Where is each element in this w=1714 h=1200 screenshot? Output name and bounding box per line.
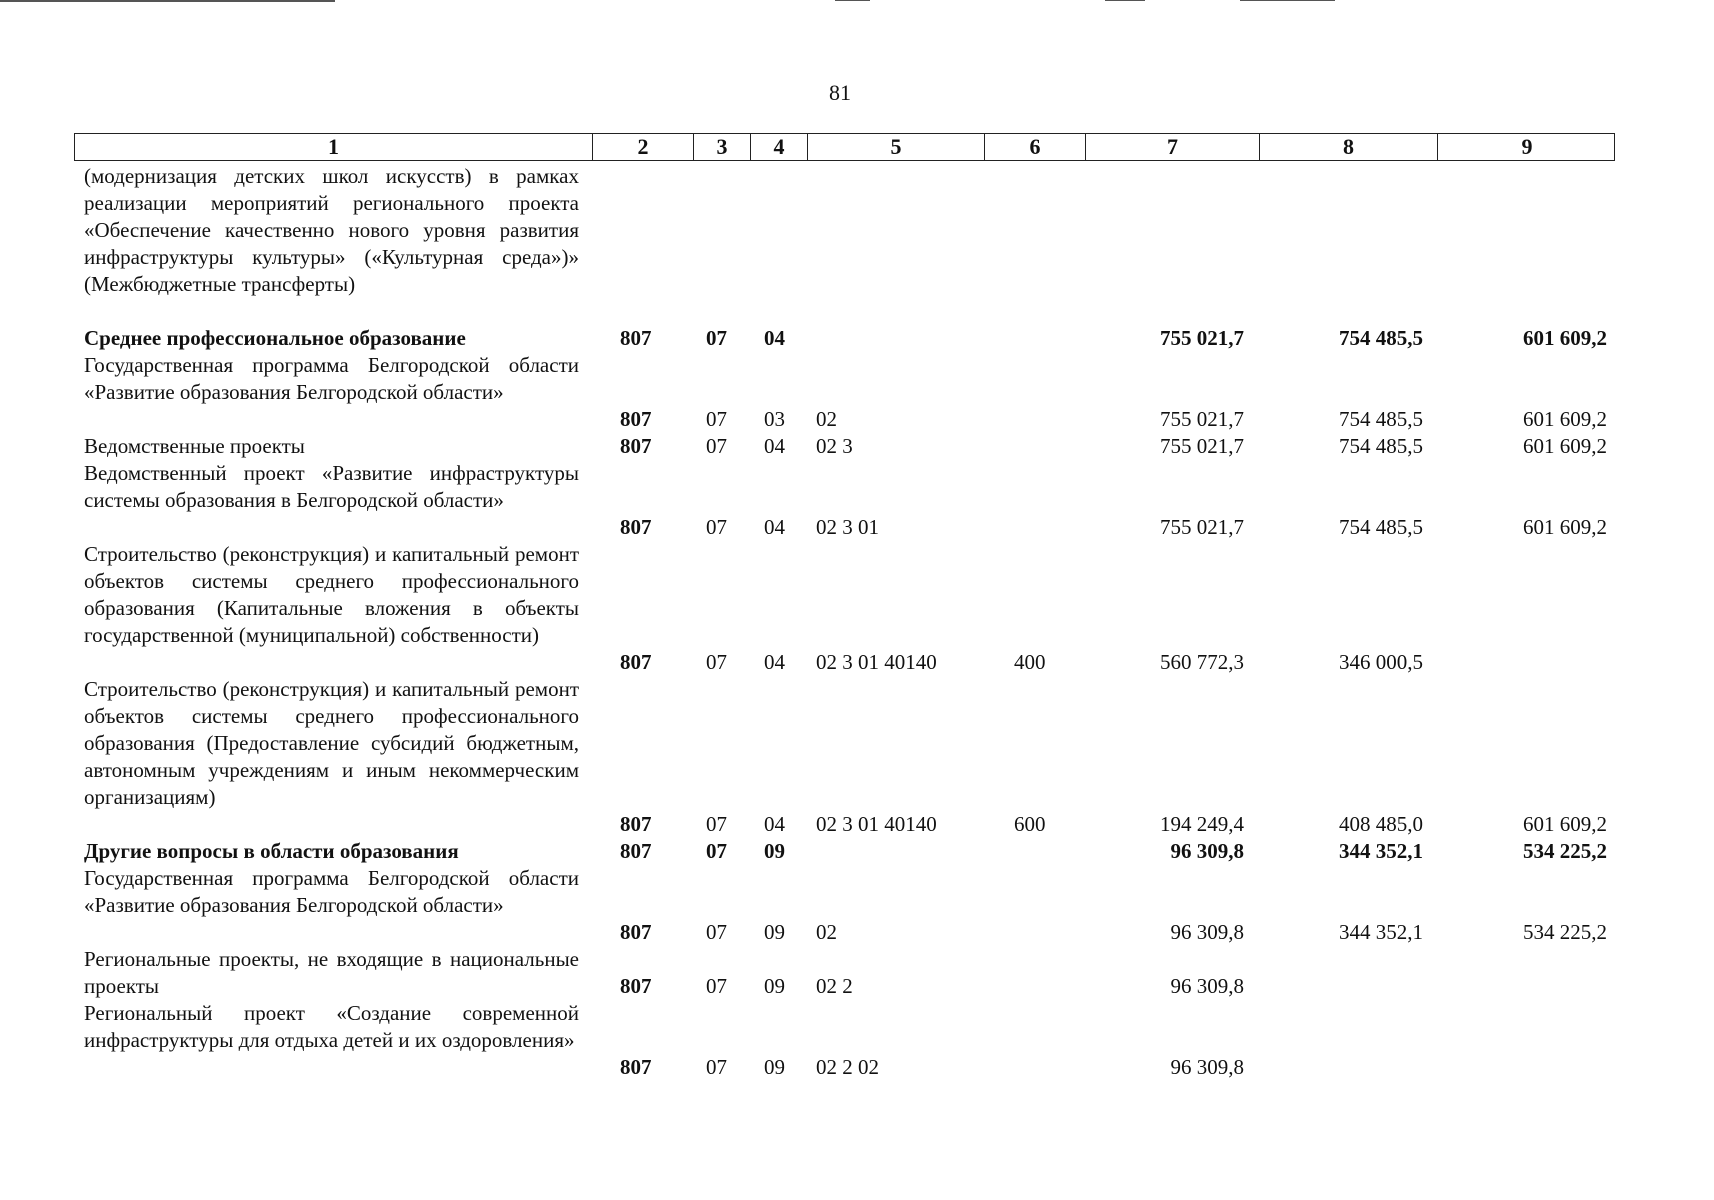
cell-amount-9: 601 609,2	[1523, 326, 1607, 350]
cell-amount-8: 754 485,5	[1339, 407, 1423, 431]
row-description: Среднее профессиональное образование	[84, 326, 466, 350]
row-description: Региональные проекты, не входящие в национальные проекты	[84, 947, 579, 998]
cell-amount-9: 601 609,2	[1523, 515, 1607, 539]
row-description: (модернизация детских школ искусств) в рамках реализации мероприятий регионального проекта «Обеспечение качественно нового уровня развития инфраструктуры культуры» («Культурная среда»)» (Межбюджетные трансферты)	[84, 164, 579, 296]
table-row	[0, 460, 1714, 541]
cell-subsection: 04	[764, 326, 785, 350]
table-row	[0, 838, 1714, 865]
cell-ministry: 807	[620, 812, 652, 836]
row-description: Строительство (реконструкция) и капитальный ремонт объектов системы среднего профессионального образования (Капитальные вложения в объекты государственной (муниципальной) собственности)	[84, 542, 579, 647]
header-cell-3: 3	[693, 134, 750, 160]
cell-amount-7: 755 021,7	[1160, 326, 1244, 350]
cell-subsection: 09	[764, 920, 785, 944]
cell-subsection: 04	[764, 650, 785, 674]
row-description: Ведомственный проект «Развитие инфраструктуры системы образования в Белгородской области»	[84, 461, 579, 512]
cell-section: 07	[706, 812, 727, 836]
cell-target-article: 02 3	[816, 434, 853, 458]
cell-expense-type: 600	[1014, 812, 1046, 836]
cell-amount-7: 96 309,8	[1170, 839, 1244, 863]
cell-target-article: 02 2 02	[816, 1055, 879, 1079]
cell-amount-8: 754 485,5	[1339, 434, 1423, 458]
cell-target-article: 02	[816, 407, 837, 431]
cell-amount-7: 194 249,4	[1160, 812, 1244, 836]
header-cell-1: 1	[328, 134, 339, 159]
cell-subsection: 09	[764, 1055, 785, 1079]
cell-ministry: 807	[620, 326, 652, 350]
cell-section: 07	[706, 650, 727, 674]
cell-amount-7: 755 021,7	[1160, 407, 1244, 431]
cell-amount-7: 96 309,8	[1170, 1055, 1244, 1079]
cell-ministry: 807	[620, 839, 652, 863]
cell-amount-7: 755 021,7	[1160, 434, 1244, 458]
cell-section: 07	[706, 326, 727, 350]
cell-target-article: 02	[816, 920, 837, 944]
header-cell-4: 4	[750, 134, 807, 160]
table-row	[0, 1000, 1714, 1081]
page-number: 81	[829, 80, 851, 105]
cell-amount-8: 346 000,5	[1339, 650, 1423, 674]
table-row	[0, 163, 1714, 325]
row-description: Государственная программа Белгородской области «Развитие образования Белгородской области»	[84, 866, 579, 917]
cell-amount-7: 755 021,7	[1160, 515, 1244, 539]
table-row	[0, 325, 1714, 352]
cell-amount-8: 754 485,5	[1339, 326, 1423, 350]
row-description: Ведомственные проекты	[84, 434, 305, 458]
header-cell-9: 9	[1437, 134, 1616, 160]
cell-subsection: 09	[764, 974, 785, 998]
header-cell-6: 6	[984, 134, 1085, 160]
cell-amount-8: 408 485,0	[1339, 812, 1423, 836]
cell-amount-9: 534 225,2	[1523, 920, 1607, 944]
cell-amount-7: 560 772,3	[1160, 650, 1244, 674]
cell-amount-8: 344 352,1	[1339, 839, 1423, 863]
scan-artifact-line	[835, 0, 870, 1]
table-row	[0, 541, 1714, 676]
cell-amount-9: 601 609,2	[1523, 407, 1607, 431]
cell-amount-9: 601 609,2	[1523, 812, 1607, 836]
cell-ministry: 807	[620, 515, 652, 539]
table-row	[0, 865, 1714, 946]
row-description: Строительство (реконструкция) и капитальный ремонт объектов системы среднего профессионального образования (Предоставление субсидий бюджетным, автономным учреждениям и иным некоммерческим организациям)	[84, 677, 579, 809]
cell-section: 07	[706, 1055, 727, 1079]
cell-expense-type: 400	[1014, 650, 1046, 674]
cell-amount-8: 344 352,1	[1339, 920, 1423, 944]
header-cell-7: 7	[1085, 134, 1259, 160]
cell-section: 07	[706, 920, 727, 944]
cell-subsection: 04	[764, 515, 785, 539]
cell-ministry: 807	[620, 434, 652, 458]
cell-target-article: 02 3 01 40140	[816, 812, 937, 836]
cell-target-article: 02 2	[816, 974, 853, 998]
cell-amount-8: 754 485,5	[1339, 515, 1423, 539]
cell-section: 07	[706, 407, 727, 431]
header-cell-2: 2	[592, 134, 693, 160]
cell-amount-9: 534 225,2	[1523, 839, 1607, 863]
cell-amount-7: 96 309,8	[1170, 920, 1244, 944]
table-row	[0, 676, 1714, 838]
table-header	[74, 133, 1615, 161]
cell-ministry: 807	[620, 920, 652, 944]
cell-subsection: 04	[764, 812, 785, 836]
cell-subsection: 04	[764, 434, 785, 458]
cell-ministry: 807	[620, 407, 652, 431]
cell-section: 07	[706, 974, 727, 998]
scan-artifact-line	[0, 0, 335, 2]
row-description: Государственная программа Белгородской области «Развитие образования Белгородской области»	[84, 353, 579, 404]
cell-subsection: 03	[764, 407, 785, 431]
cell-amount-9: 601 609,2	[1523, 434, 1607, 458]
cell-amount-7: 96 309,8	[1170, 974, 1244, 998]
cell-section: 07	[706, 839, 727, 863]
header-cell-8: 8	[1259, 134, 1437, 160]
cell-target-article: 02 3 01	[816, 515, 879, 539]
table-row	[0, 352, 1714, 433]
cell-section: 07	[706, 434, 727, 458]
cell-ministry: 807	[620, 974, 652, 998]
cell-target-article: 02 3 01 40140	[816, 650, 937, 674]
scan-artifact-line	[1105, 0, 1145, 1]
row-description: Другие вопросы в области образования	[84, 839, 459, 863]
scan-artifact-line	[1240, 0, 1335, 1]
table-row	[0, 946, 1714, 1000]
header-cell-5: 5	[807, 134, 984, 160]
table-row	[0, 433, 1714, 460]
cell-section: 07	[706, 515, 727, 539]
cell-ministry: 807	[620, 1055, 652, 1079]
row-description: Региональный проект «Создание современной инфраструктуры для отдыха детей и их оздоровления»	[84, 1001, 579, 1052]
cell-subsection: 09	[764, 839, 785, 863]
cell-ministry: 807	[620, 650, 652, 674]
